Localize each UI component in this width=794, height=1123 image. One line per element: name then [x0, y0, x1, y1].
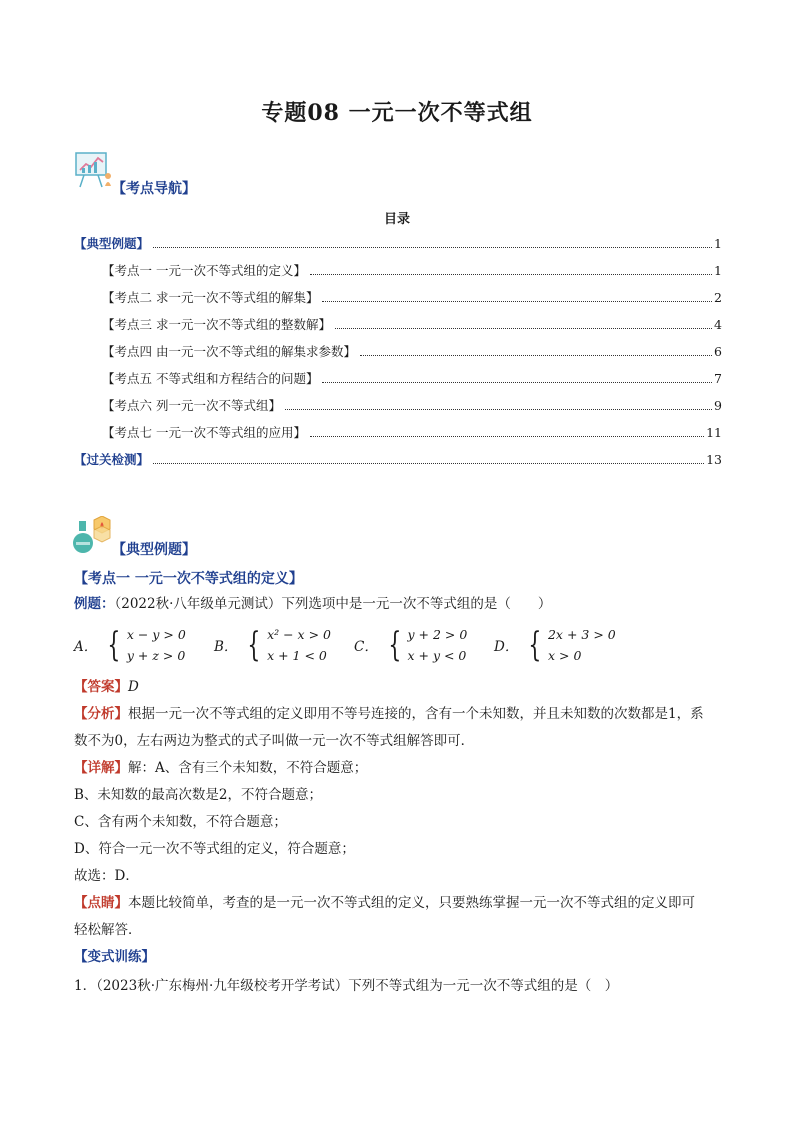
inequality-line: x + 1 < 0: [267, 648, 327, 663]
section-label-examples: 【典型例题】: [112, 542, 196, 558]
example-text: （2022秋·八年级单元测试）下列选项中是一元一次不等式组的是（ ）: [114, 596, 552, 612]
inequality-line: x + y < 0: [407, 648, 467, 663]
option-d[interactable]: [494, 624, 634, 666]
comment-line: [74, 890, 724, 917]
toc-item-page: 6: [714, 344, 722, 359]
option-letter: B．: [214, 639, 238, 655]
brace-icon: {: [247, 625, 261, 665]
toc-item[interactable]: [74, 369, 722, 387]
variant-heading: 【变式训练】: [74, 949, 155, 965]
toc-item[interactable]: [74, 396, 722, 414]
flask-icon: [72, 516, 112, 556]
solution-block: [74, 674, 724, 1000]
comment-line-2: 轻松解答．: [74, 922, 142, 938]
inequality-line: y + 2 > 0: [407, 627, 468, 642]
detail-line: D、符合一元一次不等式组的定义，符合题意；: [74, 841, 355, 857]
comment-label: 【点睛】: [74, 895, 128, 911]
toc-item[interactable]: [74, 450, 722, 468]
toc-leader: [360, 354, 712, 356]
inequality-line: x² − x > 0: [267, 627, 331, 642]
toc-item-label: 【考点三 求一元一次不等式组的整数解】: [102, 317, 331, 332]
toc-item-page: 7: [714, 371, 722, 386]
inequality-line: y + z > 0: [126, 648, 186, 663]
inequality-system: [407, 624, 467, 666]
toc-leader: [285, 408, 712, 410]
detail-line: C、含有两个未知数，不符合题意；: [74, 814, 287, 830]
toc-item-label: 【过关检测】: [74, 452, 150, 467]
toc-leader: [310, 435, 704, 437]
toc-item-label: 【典型例题】: [74, 236, 150, 251]
presentation-icon: [74, 150, 114, 190]
toc-item-label: 【考点五 不等式组和方程结合的问题】: [102, 371, 319, 386]
answer-label: 【答案】: [74, 679, 128, 695]
option-b[interactable]: [214, 624, 354, 666]
toc-item[interactable]: [74, 342, 722, 360]
comment-text: 本题比较简单，考查的是一元一次不等式组的定义，只要熟练掌握一元一次不等式组的定义即可: [128, 895, 695, 911]
detail-conclusion: 故选：D．: [74, 868, 139, 884]
option-c[interactable]: [354, 624, 494, 666]
answer-line: [74, 674, 724, 701]
option-letter: A．: [74, 639, 98, 655]
brace-icon: {: [107, 625, 121, 665]
toc-leader: [153, 462, 704, 464]
toc-item-page: 9: [714, 398, 722, 413]
toc-leader: [322, 381, 712, 383]
toc-item-page: 1: [714, 236, 722, 251]
toc-item-label: 【考点六 列一元一次不等式组】: [102, 398, 281, 413]
toc-item-label: 【考点七 一元一次不等式组的应用】: [102, 425, 306, 440]
inequality-line: x > 0: [547, 648, 582, 663]
inequality-system: [127, 624, 186, 666]
toc-leader: [310, 273, 712, 275]
toc-item[interactable]: [74, 315, 722, 333]
analysis-line: [74, 701, 724, 728]
toc-leader: [153, 246, 712, 248]
topic-heading: 【考点一 一元一次不等式组的定义】: [74, 571, 303, 587]
analysis-label: 【分析】: [74, 706, 128, 722]
table-of-contents: [74, 234, 722, 468]
inequality-system: [548, 624, 616, 666]
toc-item[interactable]: [74, 261, 722, 279]
option-a[interactable]: [74, 624, 214, 666]
toc-item-page: 2: [714, 290, 722, 305]
detail-label: 【详解】: [74, 760, 128, 776]
question-1: 1．（2023秋·广东梅州·九年级校考开学考试）下列不等式组为一元一次不等式组的是（ ）: [74, 978, 619, 994]
brace-icon: {: [528, 625, 542, 665]
detail-line: [74, 755, 724, 782]
option-letter: D．: [494, 639, 519, 655]
nav-label: 【考点导航】: [112, 181, 196, 197]
answer-options: [74, 624, 634, 666]
toc-item-page: 4: [714, 317, 722, 332]
toc-item[interactable]: [74, 234, 722, 252]
inequality-line: 2x + 3 > 0: [547, 627, 616, 642]
toc-item[interactable]: [74, 288, 722, 306]
toc-heading: 目录: [383, 212, 410, 227]
inequality-system: [267, 624, 331, 666]
inequality-line: x − y > 0: [126, 627, 186, 642]
option-letter: C．: [354, 639, 378, 655]
example-prefix: 例题：: [74, 596, 115, 612]
brace-icon: {: [388, 625, 402, 665]
toc-item-label: 【考点二 求一元一次不等式组的解集】: [102, 290, 319, 305]
page-title: 专题08 一元一次不等式组: [261, 100, 533, 126]
analysis-line-2: 数不为0，左右两边为整式的式子叫做一元一次不等式组解答即可．: [74, 733, 475, 749]
toc-leader: [322, 300, 712, 302]
toc-item[interactable]: [74, 423, 722, 441]
answer-value: D: [128, 679, 139, 695]
toc-item-page: 13: [706, 452, 722, 467]
toc-item-page: 11: [706, 425, 722, 440]
toc-item-page: 1: [714, 263, 722, 278]
toc-item-label: 【考点四 由一元一次不等式组的解集求参数】: [102, 344, 356, 359]
example-question: [74, 591, 551, 618]
detail-line: B、未知数的最高次数是2，不符合题意；: [74, 787, 323, 803]
toc-item-label: 【考点一 一元一次不等式组的定义】: [102, 263, 306, 278]
detail-text: 解：A、含有三个未知数，不符合题意；: [128, 760, 368, 776]
analysis-text: 根据一元一次不等式组的定义即用不等号连接的，含有一个未知数，并且未知数的次数都是1，系: [128, 706, 704, 722]
toc-leader: [335, 327, 712, 329]
